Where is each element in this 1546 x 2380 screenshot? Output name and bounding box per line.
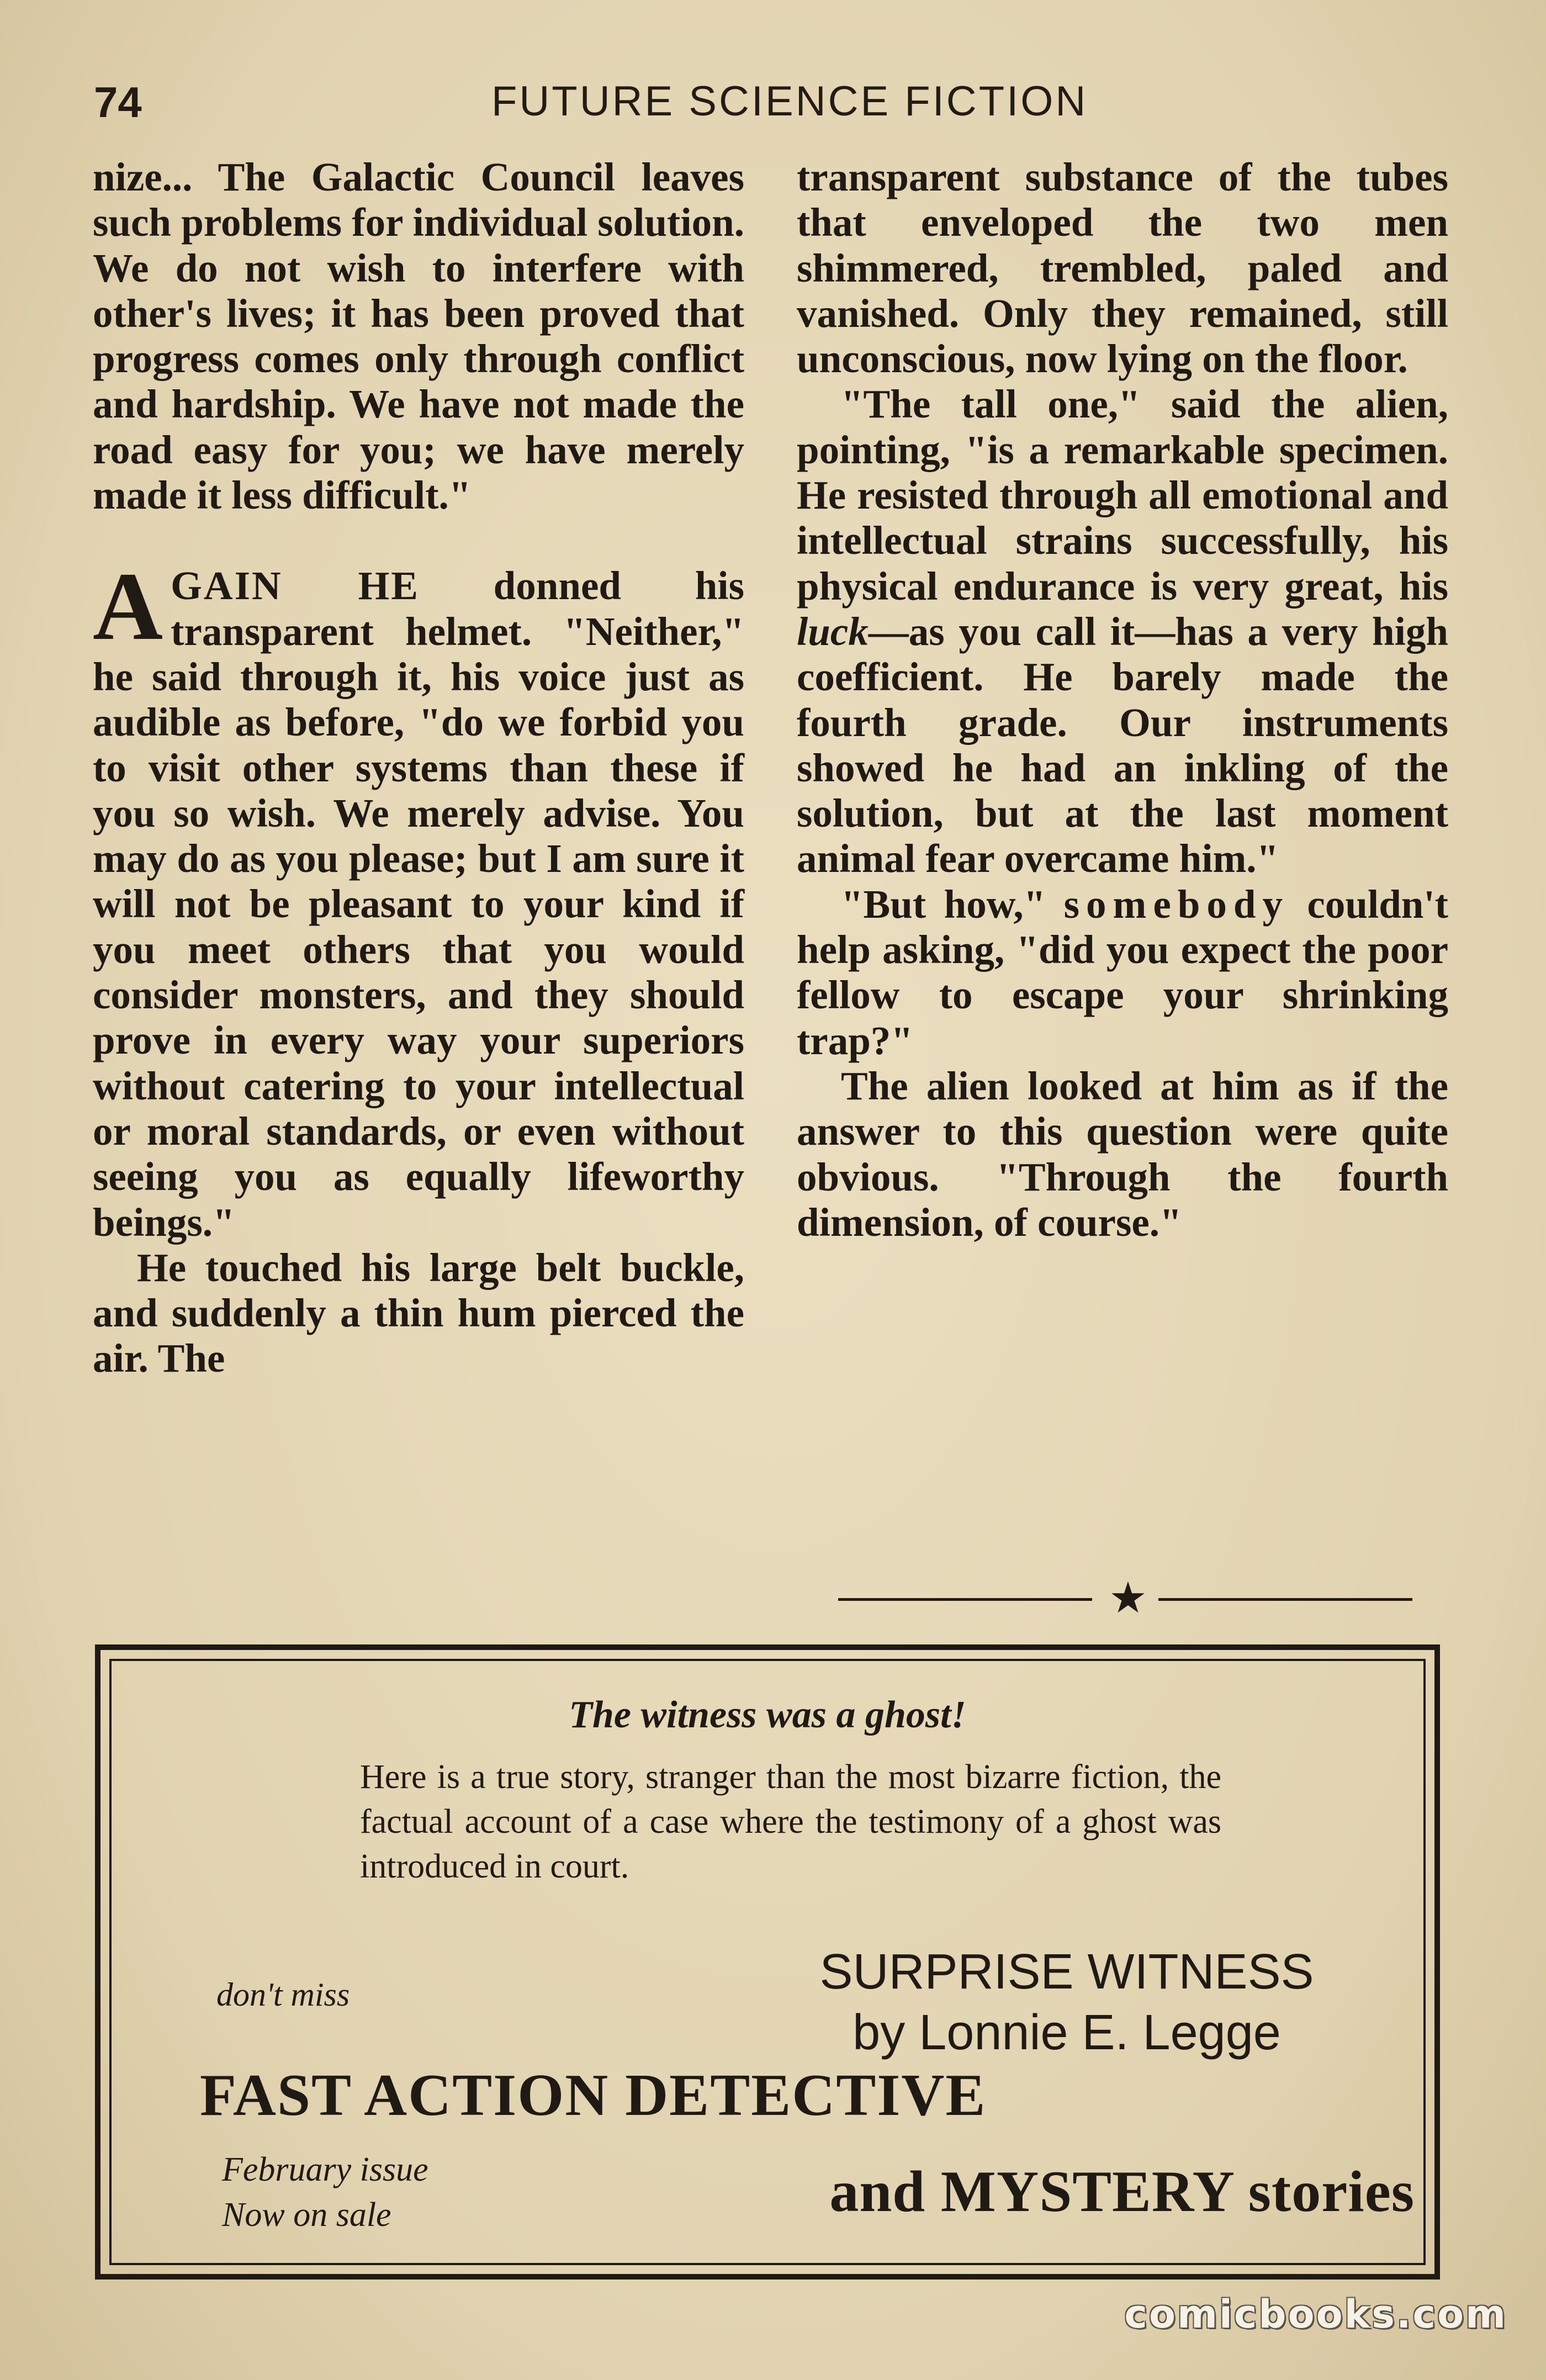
spaced-word: somebody (1063, 881, 1289, 927)
ad-dont-miss: don't miss (216, 1976, 350, 2013)
ad-issue-line-2: Now on sale (222, 2196, 391, 2234)
left-paragraph-2 (93, 553, 744, 1245)
right-paragraph-4: The alien looked at him as if the answer to this question were quite obvious. "Through the fourth dimension, of course." (797, 1063, 1448, 1245)
ad-story-credit (763, 1942, 1370, 2063)
ad-headline: The witness was a ghost! (569, 1694, 966, 1736)
divider-rule-right (1158, 1598, 1412, 1601)
right-paragraph-3-start: "But how," (841, 881, 1064, 927)
italic-word: luck (797, 609, 869, 654)
star-icon: ★ (1109, 1573, 1147, 1623)
left-paragraph-3: He touched his large belt buckle, and suddenly a thin hum pierced the air. The (93, 1245, 744, 1381)
ad-issue-line-1: February issue (222, 2151, 428, 2188)
small-caps-lead: GAIN HE (171, 563, 420, 609)
left-column (93, 155, 744, 1382)
ad-story-author: by Lonnie E. Legge (853, 2005, 1281, 2060)
running-head: FUTURE SCIENCE FICTION (491, 78, 1088, 125)
ad-story-title: SURPRISE WITNESS (819, 1944, 1314, 2000)
right-paragraph-2-start: "The tall one," said the alien, pointing, "is a remarkable specimen. He resisted through all emotional and intellectual strains successfully, his physical endurance is very great, his (797, 382, 1448, 609)
right-paragraph-1: transparent substance of the tubes that enveloped the two men shimmered, trembled, paled and vanished. Only they remained, still unconscious, now lying on the floor. (797, 155, 1448, 382)
right-paragraph-2 (797, 382, 1448, 881)
ad-issue-info (222, 2147, 428, 2238)
left-paragraph-1: nize... The Galactic Council leaves such problems for individual solution. We do not wish to interfere with other's lives; it has been proved that progress comes only through conflict and hardship. We have not made the road easy for you; we have merely made it less difficult." (93, 155, 744, 518)
page-number: 74 (94, 78, 142, 126)
right-paragraph-3-end: couldn't help asking, "did you expect the poor fellow to escape your shrinking trap?" (797, 881, 1448, 1063)
page-header (94, 77, 1452, 138)
watermark: comicbooks.com (1124, 2292, 1507, 2337)
right-column (797, 155, 1448, 1245)
ad-blurb: Here is a true story, stranger than the most bizarre fiction, the factual account of a case where the testimony of a ghost was introduced in court. (360, 1758, 1221, 1885)
right-paragraph-3 (797, 882, 1448, 1064)
right-paragraph-2-end: —as you call it—has a very high coefficient. He barely made the fourth grade. Our instruments showed he had an inkling of the solution, but at the last moment animal fear overcame him." (797, 609, 1448, 881)
drop-cap: A (93, 553, 163, 661)
advertisement-box (95, 1644, 1440, 2279)
section-divider (838, 1573, 1412, 1623)
left-paragraph-2-text: donned his transparent helmet. "Neither," he said through it, his voice just as audible as before, "do we forbid you to visit other systems than these if you so wish. We merely advise. You may do as you please; but I am sure it will not be pleasant to your kind if you meet others that you would consider monsters, and they should prove in every way your superiors without catering to your intellectual or moral standards, or even without seeing you as equally lifeworthy beings." (93, 563, 744, 1245)
advertisement-inner-border (109, 1659, 1426, 2265)
ad-magazine-title: FAST ACTION DETECTIVE (200, 2062, 987, 2128)
ad-magazine-subtitle: and MYSTERY stories (829, 2159, 1415, 2224)
divider-rule-left (838, 1598, 1092, 1601)
